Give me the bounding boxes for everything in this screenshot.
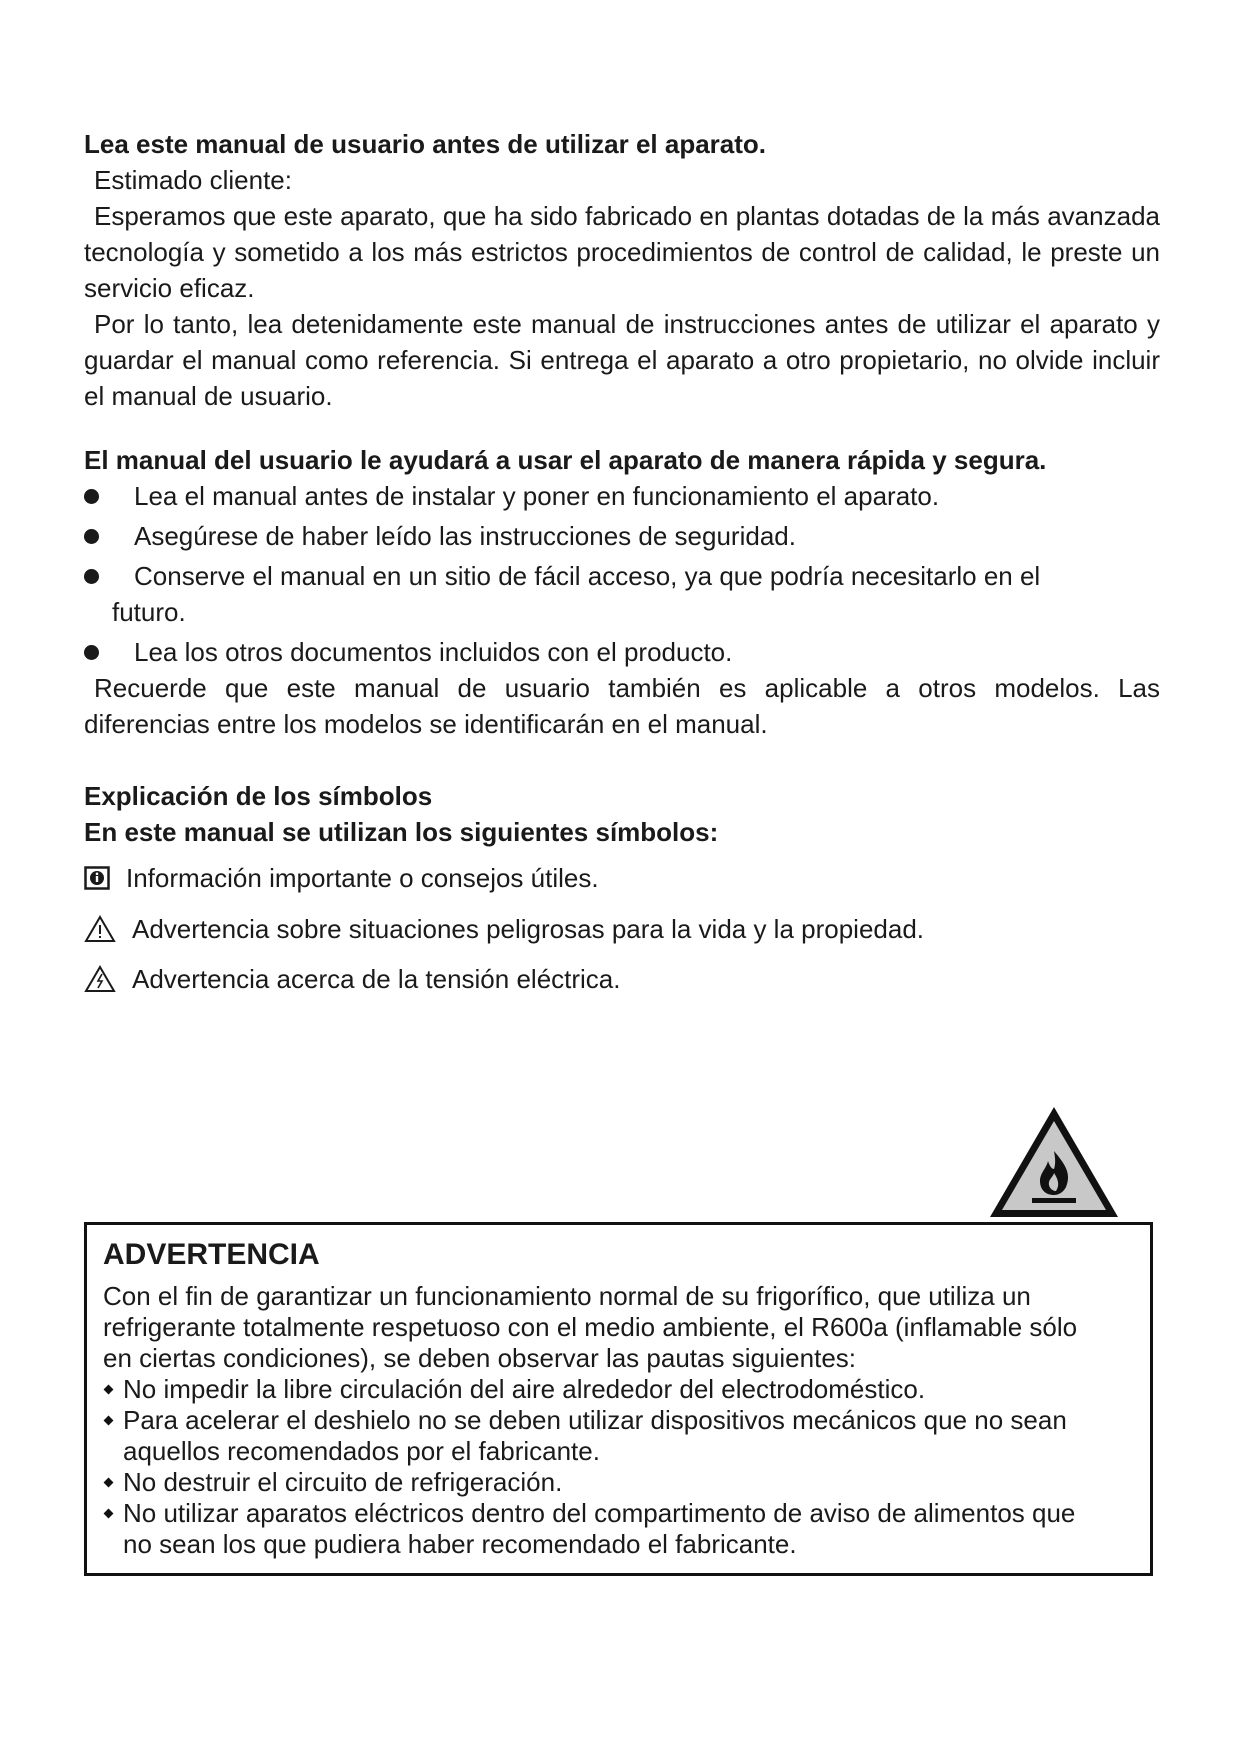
list-item: No utilizar aparatos eléctricos dentro del compartimento de aviso de alimentos que no sean los que pudiera haber recomendado el fabricante. (103, 1498, 1133, 1560)
list-item: Asegúrese de haber leído las instrucciones de seguridad. (84, 518, 1160, 554)
list-item: No destruir el circuito de refrigeración. (103, 1467, 1133, 1498)
symbol-warning-row (84, 911, 924, 947)
intro-heading: Lea este manual de usuario antes de utilizar el aparato. (84, 129, 767, 159)
models-note: Recuerde que este manual de usuario también es aplicable a otros modelos. Las diferencias entre los modelos se identificarán en el manual. (84, 673, 1160, 739)
flammable-warning-icon (986, 1103, 1122, 1221)
list-item: Lea el manual antes de instalar y poner en funcionamiento el aparato. (84, 478, 1160, 514)
diamond-bullet-icon (104, 1416, 114, 1426)
symbol-warning-text: Advertencia sobre situaciones peligrosas para la vida y la propiedad. (132, 914, 925, 944)
symbol-info-text: Información importante o consejos útiles. (126, 863, 599, 893)
list-item: No impedir la libre circulación del aire alrededor del electrodoméstico. (103, 1374, 1133, 1405)
electric-warning-icon (84, 965, 116, 993)
symbol-electric-text: Advertencia acerca de la tensión eléctrica. (132, 964, 621, 994)
warning-triangle-icon (84, 915, 116, 943)
bullet-dot-icon (84, 529, 99, 544)
diamond-bullet-icon (104, 1385, 114, 1395)
list-item: Conserve el manual en un sitio de fácil acceso, ya que podría necesitarlo en el futuro. (84, 558, 1160, 630)
symbols-subheading: En este manual se utilizan los siguientes símbolos: (84, 817, 719, 847)
list-item: Lea los otros documentos incluidos con el producto. (84, 634, 1160, 670)
intro-paragraph-1: Esperamos que este aparato, que ha sido fabricado en plantas dotadas de la más avanzada tecnología y sometido a los más estrictos procedimientos de control de calidad, le preste un servicio eficaz. (84, 201, 1160, 303)
bullet-dot-icon (84, 489, 99, 504)
intro-paragraph-2: Por lo tanto, lea detenidamente este manual de instrucciones antes de utilizar el aparato y guardar el manual como referencia. Si entrega el aparato a otro propietario, no olvide incluir el manual de usuario. (84, 309, 1160, 411)
warning-title: ADVERTENCIA (103, 1238, 320, 1271)
list-item: Para acelerar el deshielo no se deben utilizar dispositivos mecánicos que no sean aquellos recomendados por el fabricante. (103, 1405, 1133, 1467)
warning-box (84, 1222, 1153, 1576)
diamond-bullet-icon (104, 1509, 114, 1519)
guide-heading: El manual del usuario le ayudará a usar el aparato de manera rápida y segura. (84, 445, 1047, 475)
symbol-electric-row (84, 961, 621, 997)
symbols-heading: Explicación de los símbolos (84, 781, 433, 811)
info-icon (84, 866, 110, 890)
greeting: Estimado cliente: (94, 165, 292, 195)
bullet-dot-icon (84, 569, 99, 584)
warning-body: Con el fin de garantizar un funcionamiento normal de su frigorífico, que utiliza un refrigerante totalmente respetuoso con el medio ambiente, el R600a (inflamable sólo en ciertas condiciones), se deben observar las pautas siguientes: No impedir la libre circulación del aire alrededor del electrodoméstico. Para acelerar el deshielo no se deben utilizar dispositivos mecánicos que no sean aquellos recomendados por el fabricante. No destruir el circuito de refrigeración. No utilizar aparatos eléctricos dentro del compartimento de aviso de alimentos que no sean los que pudiera haber recomendado el fabricante. (103, 1281, 1133, 1560)
symbol-info-row (84, 860, 599, 896)
bullet-dot-icon (84, 645, 99, 660)
guide-bullet-list (84, 478, 1160, 674)
diamond-bullet-icon (104, 1478, 114, 1488)
